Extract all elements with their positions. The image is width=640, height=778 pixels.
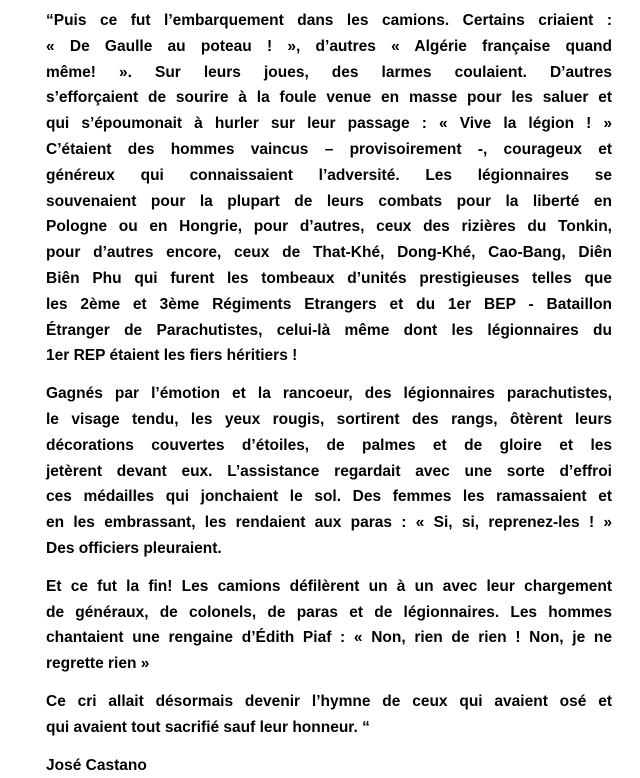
text-line: en les embrassant, les rendaient aux paras : « Si, si, reprenez-les ! » <box>46 514 612 532</box>
text-line: jetèrent devant eux. L’assistance regardait avec une sorte d’effroi <box>46 462 612 480</box>
text-line: ces médailles qui jonchaient le sol. Des femmes les ramassaient et <box>46 488 612 506</box>
paragraph-4 <box>46 689 612 741</box>
text-line: décorations couvertes d’étoiles, de palmes et de gloire et les <box>46 436 612 454</box>
text-line: Étranger de Parachutistes, celui-là même dont les légionnaires du <box>46 321 612 339</box>
text-line: même! ». Sur leurs joues, des larmes coulaient. D’autres <box>46 63 612 81</box>
text-line: « De Gaulle au poteau ! », d’autres « Algérie française quand <box>46 37 612 55</box>
document-body <box>46 8 612 778</box>
text-line: Pologne ou en Hongrie, pour d’autres, ceux des rizières du Tonkin, <box>46 218 612 236</box>
text-line: chantaient une rengaine d’Édith Piaf : « Non, rien de rien ! Non, je ne <box>46 629 612 647</box>
text-line: de généraux, de colonels, de paras et de légionnaires. Les hommes <box>46 603 612 621</box>
text-line: C’étaient des hommes vaincus – provisoirement -, courageux et <box>46 140 612 158</box>
author-signature <box>46 753 612 778</box>
text-line: “Puis ce fut l’embarquement dans les camions. Certains criaient : <box>46 12 612 29</box>
text-line: qui s’époumonait à hurler sur leur passage : « Vive la légion ! » <box>46 115 612 133</box>
paragraph-3 <box>46 574 612 677</box>
text-line: Des officiers pleuraient. <box>46 539 222 557</box>
text-line: pour d’autres encore, ceux de That-Khé, Dong-Khé, Cao-Bang, Diên <box>46 244 612 262</box>
text-line: 1er REP étaient les fiers héritiers ! <box>46 347 298 365</box>
text-line: le visage tendu, les yeux rougis, sortirent des rangs, ôtèrent leurs <box>46 410 612 428</box>
text-line: s’efforçaient de sourire à la foule venue en masse pour les saluer et <box>46 89 612 107</box>
paragraph-1 <box>46 8 612 369</box>
text-line: généreux qui connaissaient l’adversité. Les légionnaires se <box>46 166 612 184</box>
text-line: les 2ème et 3ème Régiments Etrangers et du 1er BEP - Bataillon <box>46 295 612 313</box>
text-line: Et ce fut la fin! Les camions défilèrent un à un avec leur chargement <box>46 577 612 595</box>
paragraph-2 <box>46 381 612 562</box>
text-line: Biên Phu qui furent les tombeaux d’unités prestigieuses telles que <box>46 269 612 287</box>
text-line: Ce cri allait désormais devenir l’hymne de ceux qui avaient osé et <box>46 692 612 710</box>
author-name: José Castano <box>46 756 147 774</box>
text-line: regrette rien » <box>46 655 150 673</box>
text-line: souvenaient pour la plupart de leurs combats pour la liberté en <box>46 192 612 210</box>
text-line: Gagnés par l’émotion et la rancoeur, des légionnaires parachutistes, <box>46 385 612 403</box>
text-line: qui avaient tout sacrifié sauf leur honneur. “ <box>46 718 370 736</box>
